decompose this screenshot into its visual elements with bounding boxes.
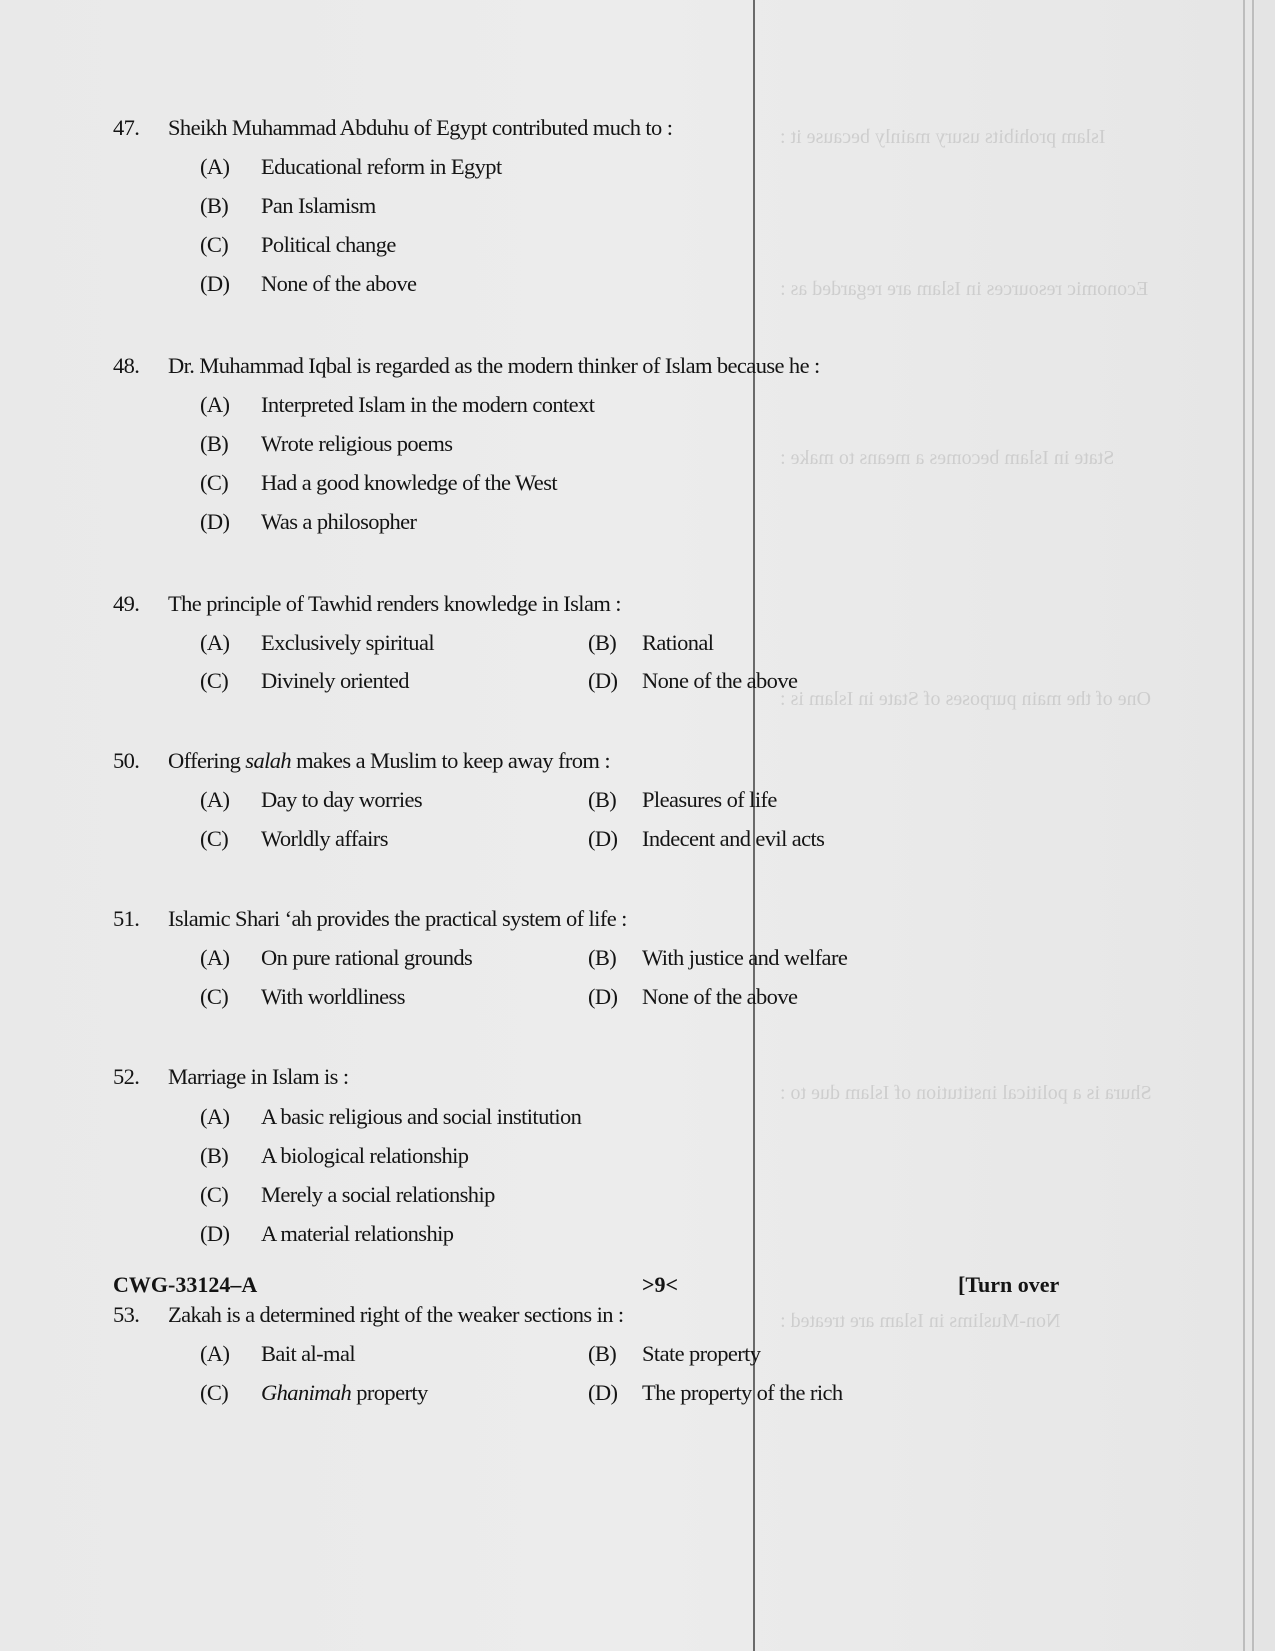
option-49-b[interactable]: [588, 630, 713, 656]
option-47-a[interactable]: [200, 154, 502, 180]
question-number: 48.: [113, 353, 140, 378]
option-50-a[interactable]: [200, 787, 422, 813]
option-text: Exclusively spiritual: [261, 630, 434, 655]
option-label: (C): [200, 232, 229, 257]
option-53-d[interactable]: [588, 1380, 843, 1406]
option-47-b[interactable]: [200, 193, 376, 219]
option-51-b[interactable]: [588, 945, 847, 971]
question-number: 51.: [113, 906, 140, 931]
option-text: Pleasures of life: [642, 787, 777, 812]
question-number: 53.: [113, 1302, 140, 1327]
option-53-c[interactable]: [200, 1380, 428, 1406]
option-label: (B): [588, 945, 617, 970]
option-text: State property: [642, 1341, 761, 1366]
option-label: (B): [588, 630, 617, 655]
option-50-d[interactable]: [588, 826, 824, 852]
option-label: (A): [200, 392, 230, 417]
paper-code: CWG-33124–A: [113, 1272, 258, 1297]
option-label: (D): [200, 271, 230, 296]
option-label: (B): [588, 787, 617, 812]
option-label: (C): [200, 470, 229, 495]
question-stem-pre: Offering: [168, 748, 246, 773]
option-text: Divinely oriented: [261, 668, 409, 693]
option-text: On pure rational grounds: [261, 945, 473, 970]
option-label: (B): [200, 1143, 229, 1168]
option-48-b[interactable]: [200, 431, 452, 457]
question-stem: The principle of Tawhid renders knowledge in Islam :: [168, 591, 621, 616]
option-51-c[interactable]: [200, 984, 405, 1010]
page-edge: [1252, 0, 1254, 1651]
option-text: A material relationship: [261, 1221, 454, 1246]
option-text: Indecent and evil acts: [642, 826, 825, 851]
option-51-d[interactable]: [588, 984, 797, 1010]
option-label: (A): [200, 630, 230, 655]
option-text: With worldliness: [261, 984, 405, 1009]
option-label: (C): [200, 826, 229, 851]
option-text: Interpreted Islam in the modern context: [261, 392, 595, 417]
option-50-b[interactable]: [588, 787, 777, 813]
option-label: (B): [200, 193, 229, 218]
option-label: (B): [200, 431, 229, 456]
option-52-d[interactable]: [200, 1221, 453, 1247]
option-text: The property of the rich: [642, 1380, 843, 1405]
turn-over-note: [Turn over: [958, 1272, 1060, 1297]
option-label: (A): [200, 1104, 230, 1129]
option-text: Bait al-mal: [261, 1341, 355, 1366]
option-48-c[interactable]: [200, 470, 557, 496]
option-text: Pan Islamism: [261, 193, 376, 218]
question-stem: Islamic Shari ‘ah provides the practical system of life :: [168, 906, 627, 931]
option-49-d[interactable]: [588, 668, 797, 694]
question-stem: Dr. Muhammad Iqbal is regarded as the modern thinker of Islam because he :: [168, 353, 820, 378]
option-text: property: [356, 1380, 428, 1405]
option-text: Day to day worries: [261, 787, 423, 812]
option-48-a[interactable]: [200, 392, 594, 418]
question-49: [113, 591, 621, 617]
question-stem: Zakah is a determined right of the weaker sections in :: [168, 1302, 624, 1327]
question-53: [113, 1302, 624, 1328]
option-label: (D): [200, 509, 230, 534]
question-51: [113, 906, 627, 932]
option-label: (C): [200, 1380, 229, 1405]
question-52: [113, 1064, 349, 1090]
question-stem: Marriage in Islam is :: [168, 1064, 349, 1089]
question-number: 50.: [113, 748, 140, 773]
option-text: None of the above: [642, 984, 798, 1009]
option-text-italic: Ghanimah: [261, 1380, 352, 1405]
question-stem: Sheikh Muhammad Abduhu of Egypt contributed much to :: [168, 115, 673, 140]
show-through-text: Shura is a political institution of Islam due to :: [780, 1082, 1152, 1104]
option-49-c[interactable]: [200, 668, 409, 694]
option-52-c[interactable]: [200, 1182, 495, 1208]
option-label: (D): [588, 984, 618, 1009]
question-48: [113, 353, 820, 379]
option-text: Was a philosopher: [261, 509, 417, 534]
option-label: (D): [588, 1380, 618, 1405]
question-47: [113, 115, 672, 141]
question-stem-post: makes a Muslim to keep away from :: [291, 748, 610, 773]
show-through-text: Islam prohibits usury mainly because it :: [780, 126, 1106, 148]
option-text: None of the above: [642, 668, 798, 693]
option-49-a[interactable]: [200, 630, 434, 656]
option-label: (A): [200, 1341, 230, 1366]
option-label: (B): [588, 1341, 617, 1366]
option-text: A basic religious and social institution: [261, 1104, 582, 1129]
option-52-b[interactable]: [200, 1143, 468, 1169]
option-51-a[interactable]: [200, 945, 472, 971]
option-text: Had a good knowledge of the West: [261, 470, 557, 495]
option-47-c[interactable]: [200, 232, 396, 258]
option-text: Political change: [261, 232, 396, 257]
option-label: (C): [200, 984, 229, 1009]
page-edge: [1243, 0, 1245, 1651]
option-53-a[interactable]: [200, 1341, 355, 1367]
option-text: Merely a social relationship: [261, 1182, 495, 1207]
option-label: (D): [588, 668, 618, 693]
option-text: Rational: [642, 630, 714, 655]
option-label: (A): [200, 787, 230, 812]
option-text: A biological relationship: [261, 1143, 469, 1168]
option-50-c[interactable]: [200, 826, 388, 852]
show-through-text: Economic resources in Islam are regarded as :: [780, 278, 1149, 300]
option-label: (C): [200, 1182, 229, 1207]
option-label: (C): [200, 668, 229, 693]
show-through-text: State in Islam becomes a means to make :: [780, 447, 1115, 469]
question-50: [113, 748, 610, 774]
question-number: 49.: [113, 591, 140, 616]
option-label: (D): [200, 1221, 230, 1246]
option-53-b[interactable]: [588, 1341, 760, 1367]
option-label: (A): [200, 945, 230, 970]
option-label: (A): [200, 154, 230, 179]
question-number: 52.: [113, 1064, 140, 1089]
question-number: 47.: [113, 115, 140, 140]
option-52-a[interactable]: [200, 1104, 581, 1130]
show-through-text: Non-Muslims in Islam are treated :: [780, 1310, 1061, 1332]
option-text: Wrote religious poems: [261, 431, 453, 456]
option-text: Educational reform in Egypt: [261, 154, 502, 179]
question-stem-italic: salah: [245, 748, 292, 773]
option-text: None of the above: [261, 271, 417, 296]
page-number: >9<: [642, 1272, 679, 1297]
option-text: With justice and welfare: [642, 945, 848, 970]
option-label: (D): [588, 826, 618, 851]
show-through-text: One of the main purposes of State in Islam is :: [780, 688, 1152, 710]
option-47-d[interactable]: [200, 271, 416, 297]
option-text: Worldly affairs: [261, 826, 388, 851]
option-48-d[interactable]: [200, 509, 416, 535]
